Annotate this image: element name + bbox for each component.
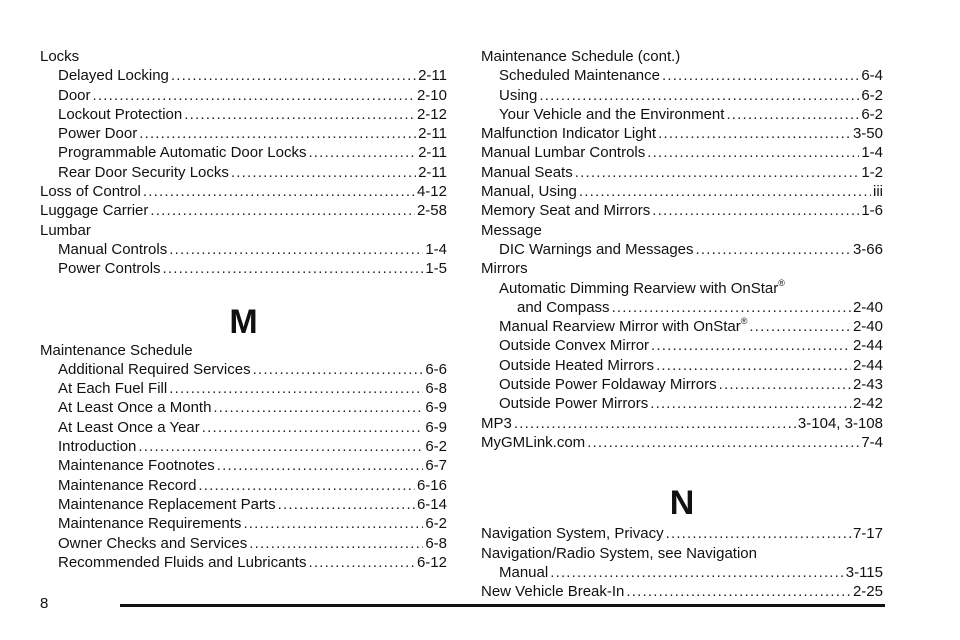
entry-title: Maintenance Footnotes: [58, 457, 215, 475]
entry-page: 2-11: [418, 125, 447, 143]
index-entry: [40, 418, 447, 437]
entry-page: 2-44: [852, 356, 883, 374]
index-entry: [40, 143, 447, 162]
entry-title: Loss of Control: [40, 183, 141, 201]
entry-page: 6-8: [425, 380, 447, 398]
registered-mark: ®: [778, 277, 785, 288]
entry-title: MyGMLink.com: [481, 433, 586, 451]
index-entry: [481, 221, 883, 240]
entry-page: 1-4: [861, 144, 883, 162]
dot-leader: [575, 163, 860, 182]
entry-title: Door: [58, 86, 91, 104]
entry-page: 6-16: [416, 476, 447, 494]
entry-title: Maintenance Schedule: [40, 341, 193, 359]
index-entry: [40, 105, 447, 124]
entry-page: 2-44: [852, 337, 883, 355]
entry-page: 6-9: [425, 399, 447, 417]
entry-page: 3-115: [845, 563, 883, 581]
dot-leader: [171, 66, 416, 85]
index-entry: [481, 47, 883, 66]
entry-title: Recommended Fluids and Lubricants: [58, 553, 307, 571]
index-entry: [40, 456, 447, 475]
dot-leader: [217, 456, 424, 475]
entry-page: 6-2: [425, 515, 447, 533]
dot-leader: [169, 240, 423, 259]
entry-title: Maintenance Replacement Parts: [58, 495, 276, 513]
dot-leader: [726, 105, 859, 124]
entry-title: Malfunction Indicator Light: [481, 125, 657, 143]
entry-title: Mirrors: [481, 260, 528, 278]
dot-leader: [150, 201, 415, 220]
entry-page: 1-6: [861, 202, 883, 220]
entry-title: DIC Warnings and Messages: [499, 240, 694, 258]
dot-leader: [626, 582, 851, 601]
index-entry: [481, 433, 883, 452]
entry-title: Manual, Using: [481, 183, 577, 201]
entry-title: Manual Controls: [58, 240, 168, 258]
dot-leader: [666, 524, 851, 543]
entry-title: Power Door: [58, 125, 138, 143]
entry-title: Outside Heated Mirrors: [499, 356, 655, 374]
registered-mark: ®: [740, 316, 748, 327]
entry-title: Message: [481, 221, 542, 239]
index-entry: [40, 163, 447, 182]
entry-page: 2-42: [852, 395, 883, 413]
entry-title: Lockout Protection: [58, 105, 183, 123]
entry-title: At Least Once a Month: [58, 399, 212, 417]
entry-title: Outside Convex Mirror: [499, 337, 650, 355]
index-entry: [40, 495, 447, 514]
index-entry: [481, 582, 883, 601]
entry-title: Manual Seats: [481, 163, 573, 181]
dot-leader: [139, 124, 416, 143]
entry-title: Locks: [40, 48, 80, 65]
section-letter-m: M: [229, 302, 258, 341]
entry-page: 2-40: [852, 318, 883, 336]
dot-leader: [658, 124, 851, 143]
entry-title: Introduction: [58, 438, 137, 456]
dot-leader: [514, 414, 796, 433]
entry-title: Outside Power Foldaway Mirrors: [499, 376, 717, 394]
entry-page: 2-40: [852, 298, 883, 316]
entry-page: 6-7: [425, 457, 447, 475]
entry-page: 6-2: [861, 86, 883, 104]
index-entry: [481, 563, 883, 582]
entry-page: 1-2: [861, 163, 883, 181]
entry-page: 7-4: [861, 433, 883, 451]
entry-page: 2-58: [416, 202, 447, 220]
dot-leader: [651, 336, 851, 355]
index-entry: [481, 124, 883, 143]
index-entry: [40, 553, 447, 572]
index-entry: [481, 163, 883, 182]
entry-title: and Compass: [517, 298, 610, 316]
index-entry: [481, 143, 883, 162]
dot-leader: [231, 163, 416, 182]
entry-page: 6-9: [425, 418, 447, 436]
index-entry: [40, 398, 447, 417]
entry-page: 4-12: [416, 183, 447, 201]
dot-leader: [163, 259, 424, 278]
dot-leader: [647, 143, 859, 162]
index-column-left: [40, 47, 447, 572]
entry-title: Luggage Carrier: [40, 202, 149, 220]
dot-leader: [650, 394, 851, 413]
index-entry: [481, 356, 883, 375]
entry-page: 3-104, 3-108: [797, 414, 883, 432]
entry-title: Maintenance Schedule (cont.): [481, 48, 681, 65]
entry-page: 6-2: [425, 438, 447, 456]
index-entry: [481, 317, 883, 336]
dot-leader: [243, 514, 423, 533]
index-entry: [481, 86, 883, 105]
entry-title: Lumbar: [40, 221, 91, 239]
entry-page: 2-11: [418, 163, 447, 181]
dot-leader: [253, 360, 424, 379]
index-entry: [40, 437, 447, 456]
dot-leader: [539, 86, 859, 105]
page-number: 8: [40, 595, 49, 612]
dot-leader: [749, 317, 851, 336]
dot-leader: [656, 356, 851, 375]
entry-title: Using: [499, 86, 538, 104]
index-entry: [481, 182, 883, 201]
index-entry: [40, 476, 447, 495]
entry-page: 3-66: [852, 240, 883, 258]
entry-page: 6-4: [861, 67, 883, 85]
dot-leader: [198, 476, 415, 495]
entry-title: Navigation System, Privacy: [481, 525, 664, 543]
index-entry: [40, 201, 447, 220]
dot-leader: [202, 418, 424, 437]
entry-title: Manual: [499, 563, 549, 581]
entry-page: 2-11: [418, 144, 447, 162]
index-entry: [481, 524, 883, 543]
index-entry: [40, 259, 447, 278]
index-entry: [481, 201, 883, 220]
index-entry: [481, 298, 883, 317]
index-entry: [40, 66, 447, 85]
dot-leader: [184, 105, 415, 124]
dot-leader: [213, 398, 423, 417]
entry-page: 7-17: [852, 525, 883, 543]
entry-page: 6-6: [425, 360, 447, 378]
entry-page: 2-11: [418, 67, 447, 85]
index-column-right: [481, 47, 883, 601]
dot-leader: [579, 182, 871, 201]
index-entry: [481, 394, 883, 413]
entry-page: 6-14: [416, 495, 447, 513]
dot-leader: [138, 437, 423, 456]
dot-leader: [143, 182, 415, 201]
entry-title: At Each Fuel Fill: [58, 380, 168, 398]
index-entry: [40, 341, 447, 360]
entry-title: Maintenance Record: [58, 476, 197, 494]
entry-title: At Least Once a Year: [58, 418, 200, 436]
index-entry: [40, 124, 447, 143]
section-letter-n: N: [669, 484, 695, 523]
entry-page: 3-50: [852, 125, 883, 143]
index-entry: [40, 360, 447, 379]
index-entry: [481, 414, 883, 433]
entry-title: Additional Required Services: [58, 360, 251, 378]
dot-leader: [652, 201, 859, 220]
entry-title: Owner Checks and Services: [58, 534, 248, 552]
entry-title: Your Vehicle and the Environment: [499, 105, 725, 123]
entry-title: Memory Seat and Mirrors: [481, 202, 651, 220]
entry-title: Rear Door Security Locks: [58, 163, 229, 181]
entry-title: Manual Lumbar Controls: [481, 144, 646, 162]
dot-leader: [93, 86, 415, 105]
entry-title: Power Controls: [58, 260, 161, 278]
index-entry: [40, 182, 447, 201]
dot-leader: [169, 379, 423, 398]
entry-page: 2-25: [852, 583, 883, 601]
index-entry: [481, 336, 883, 355]
entry-page: 2-12: [416, 105, 447, 123]
dot-leader: [719, 375, 851, 394]
dot-leader: [249, 534, 423, 553]
footer-rule: [120, 604, 885, 607]
entry-title: Programmable Automatic Door Locks: [58, 144, 307, 162]
index-entry: [481, 66, 883, 85]
dot-leader: [696, 240, 851, 259]
index-entry: [40, 86, 447, 105]
entry-title: New Vehicle Break-In: [481, 583, 625, 601]
dot-leader: [278, 495, 415, 514]
index-entry: [40, 534, 447, 553]
entry-title: Outside Power Mirrors: [499, 395, 649, 413]
index-entry: [40, 379, 447, 398]
index-entry: [40, 221, 447, 240]
entry-title: Maintenance Requirements: [58, 515, 242, 533]
entry-page: 2-43: [852, 376, 883, 394]
index-entry: [481, 279, 883, 298]
entry-page: 2-10: [416, 86, 447, 104]
dot-leader: [587, 433, 859, 452]
entry-page: 1-5: [425, 260, 447, 278]
entry-title: Scheduled Maintenance: [499, 67, 660, 85]
entry-title: Navigation/Radio System, see Navigation: [481, 544, 757, 562]
entry-title: MP3: [481, 414, 512, 432]
entry-page: 6-8: [425, 534, 447, 552]
index-entry: [481, 375, 883, 394]
entry-page: 6-12: [416, 553, 447, 571]
dot-leader: [662, 66, 859, 85]
entry-title: Delayed Locking: [58, 67, 169, 85]
entry-title: Automatic Dimming Rearview with OnStar: [499, 279, 779, 297]
dot-leader: [308, 553, 415, 572]
entry-page: 6-2: [861, 105, 883, 123]
index-entry: [481, 544, 883, 563]
dot-leader: [308, 143, 416, 162]
index-entry: [40, 514, 447, 533]
index-entry: [481, 240, 883, 259]
index-entry: [40, 47, 447, 66]
dot-leader: [550, 563, 844, 582]
entry-page: 1-4: [425, 240, 447, 258]
entry-title: Manual Rearview Mirror with OnStar®: [499, 316, 748, 336]
index-entry: [40, 240, 447, 259]
index-entry: [481, 259, 883, 278]
dot-leader: [612, 298, 851, 317]
index-entry: [481, 105, 883, 124]
entry-page: iii: [873, 183, 883, 201]
